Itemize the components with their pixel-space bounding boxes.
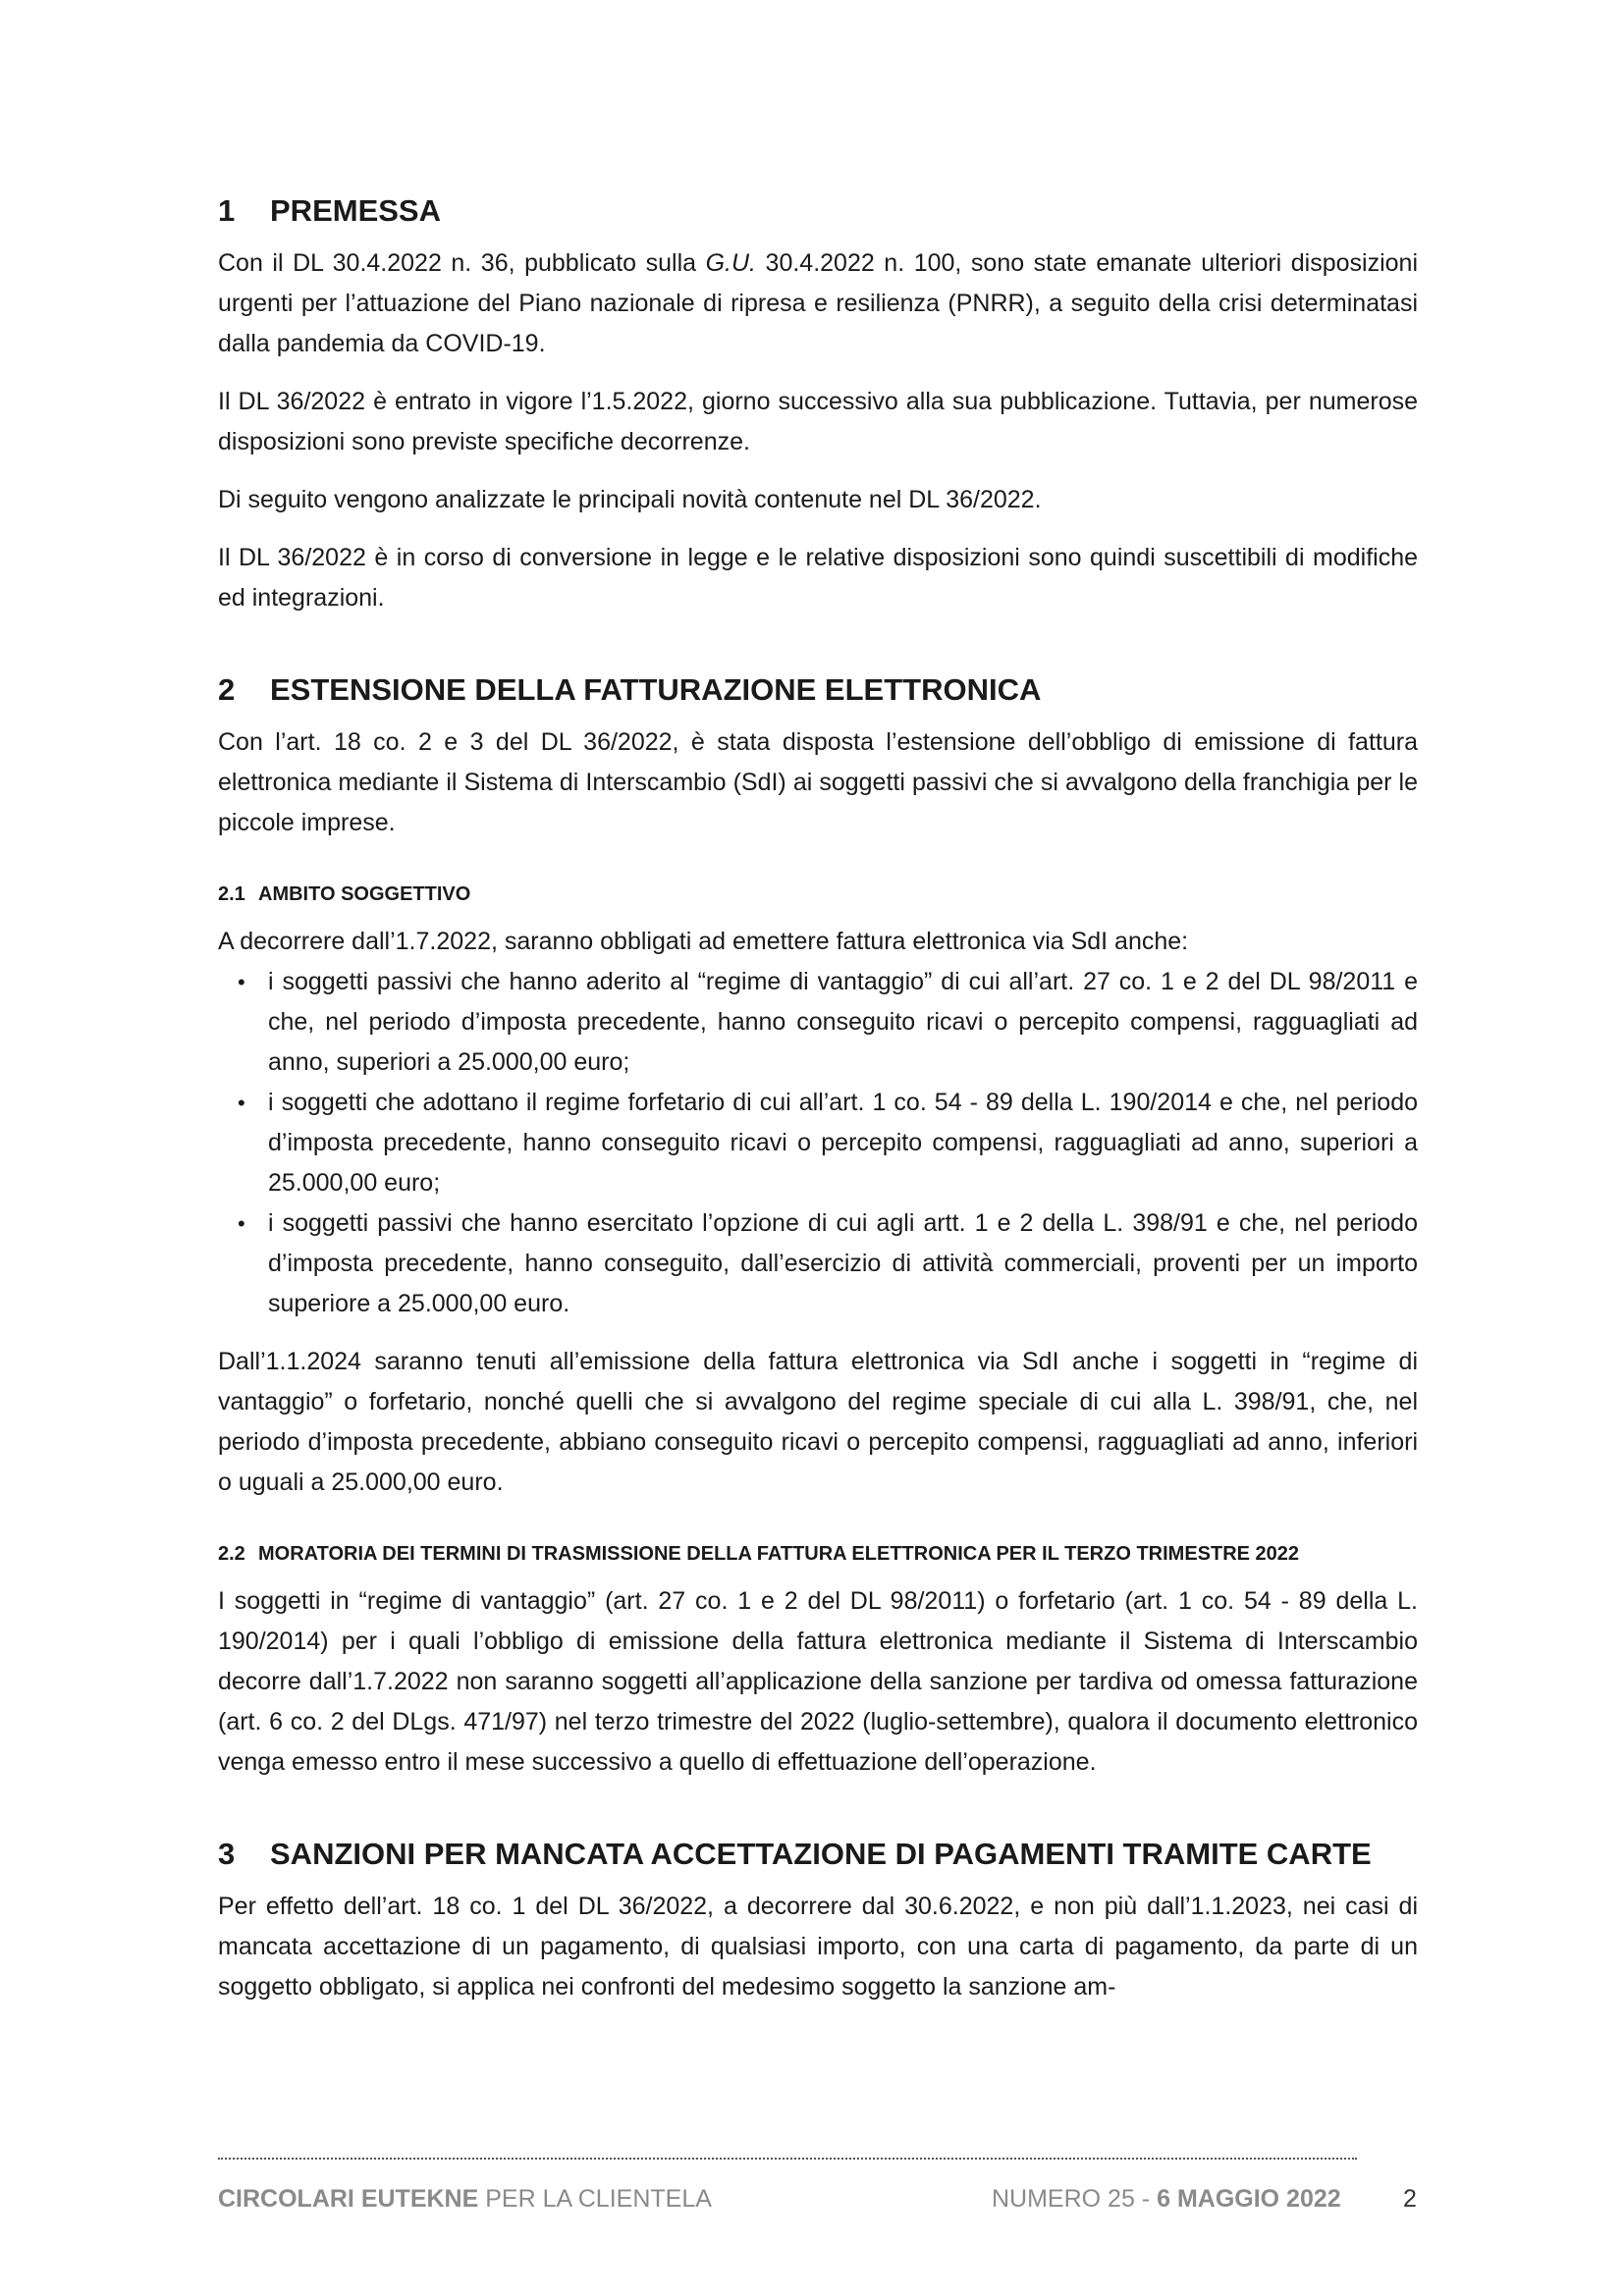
paragraph: I soggetti in “regime di vantaggio” (art. 27 co. 1 e 2 del DL 98/2011) o forfetario (art. 1 co. 54 - 89 della L. 190/2014) per i quali l’obbligo di emissione della fattura elettronica mediante il Sistema di Interscambio decorre dall’1.7.2022 non saranno soggetti all’applicazione della sanzione per tardiva od omessa fatturazione (art. 6 co. 2 del DLgs. 471/97) nel terzo trimestre del 2022 (luglio-settembre), qualora il documento elettronico venga emesso entro il mese successivo a quello di effettuazione dell’operazione.	[218, 1587, 1418, 1776]
subsection-title: MORATORIA DEI TERMINI DI TRASMISSIONE DELLA FATTURA ELETTRONICA PER IL TERZO TRIMESTRE 2022	[258, 1543, 1300, 1565]
section-title: PREMESSA	[270, 193, 441, 228]
subsection-2-1-heading	[218, 882, 1418, 906]
section-1-heading	[218, 192, 1418, 230]
paragraph: Il DL 36/2022 è in corso di conversione in legge e le relative disposizioni sono quindi suscettibili di modifiche ed integrazioni.	[218, 544, 1418, 612]
page-number: 2	[1403, 2185, 1417, 2213]
list-item: • i soggetti che adottano il regime forfetario di cui all’art. 1 co. 54 - 89 della L. 190/2014 e che, nel periodo d’imposta precedente, hanno conseguito ricavi o percepito compensi, ragguagliati ad anno, superiori a 25.000,00 euro;	[218, 1083, 1418, 1203]
section-title: ESTENSIONE DELLA FATTURAZIONE ELETTRONICA	[270, 672, 1042, 707]
section-number: 1	[218, 193, 236, 228]
section-2-heading	[218, 671, 1418, 709]
paragraph: Di seguito vengono analizzate le principali novità contenute nel DL 36/2022.	[218, 486, 1042, 513]
paragraph: Il DL 36/2022 è entrato in vigore l’1.5.2022, giorno successivo alla sua pubblicazione. Tuttavia, per numerose disposizioni sono previste specifiche decorrenze.	[218, 388, 1418, 455]
paragraph: Con il DL 30.4.2022 n. 36, pubblicato sulla G.U. 30.4.2022 n. 100, sono state emanate ulteriori disposizioni urgenti per l’attuazione del Piano nazionale di ripresa e resilienza (PNRR), a seguito della crisi determinatasi dalla pandemia da COVID-19.	[218, 249, 1419, 357]
section-number: 2	[218, 672, 236, 707]
paragraph: Dall’1.1.2024 saranno tenuti all’emissione della fattura elettronica via SdI anche i soggetti in “regime di vantaggio” o forfetario, nonché quelli che si avvalgono del regime speciale di cui alla L. 398/91, che, nel periodo d’imposta precedente, abbiano conseguito ricavi o percepito compensi, ragguagliati ad anno, inferiori o uguali a 25.000,00 euro.	[218, 1348, 1418, 1496]
footer-divider	[218, 2158, 1357, 2160]
list-item: • i soggetti passivi che hanno esercitato l’opzione di cui agli artt. 1 e 2 della L. 398/91 e che, nel periodo d’imposta precedente, hanno conseguito, dall’esercizio di attività commerciali, proventi per un importo superiore a 25.000,00 euro.	[218, 1203, 1418, 1324]
subsection-number: 2.1	[218, 883, 245, 905]
footer-brand: CIRCOLARI EUTEKNE PER LA CLIENTELA	[218, 2185, 712, 2213]
footer-issue: NUMERO 25 - 6 MAGGIO 2022	[992, 2185, 1341, 2213]
section-3-heading	[218, 1836, 1418, 1873]
paragraph: Per effetto dell’art. 18 co. 1 del DL 36/2022, a decorrere dal 30.6.2022, e non più dall’1.1.2023, nei casi di mancata accettazione di un pagamento, di qualsiasi importo, con una carta di pagamento, da parte di un soggetto obbligato, si applica nei confronti del medesimo soggetto la sanzione am-	[218, 1893, 1418, 2001]
section-number: 3	[218, 1837, 236, 1871]
document-body	[218, 192, 1418, 2025]
paragraph: Con l’art. 18 co. 2 e 3 del DL 36/2022, è stata disposta l’estensione dell’obbligo di emissione di fattura elettronica mediante il Sistema di Interscambio (SdI) ai soggetti passivi che si avvalgono della franchigia per le piccole imprese.	[218, 728, 1418, 836]
subsection-2-2-heading	[218, 1542, 1418, 1566]
bullet-list	[218, 962, 1418, 1324]
section-title: SANZIONI PER MANCATA ACCETTAZIONE DI PAGAMENTI TRAMITE CARTE	[270, 1837, 1372, 1871]
bullet-icon: •	[238, 1091, 245, 1115]
list-item: • i soggetti passivi che hanno aderito al “regime di vantaggio” di cui all’art. 27 co. 1 e 2 del DL 98/2011 e che, nel periodo d’imposta precedente, hanno conseguito ricavi o percepito compensi, ragguagliati ad anno, superiori a 25.000,00 euro;	[218, 962, 1418, 1083]
subsection-number: 2.2	[218, 1543, 245, 1565]
bullet-icon: •	[238, 1211, 245, 1236]
paragraph: A decorrere dall’1.7.2022, saranno obbligati ad emettere fattura elettronica via SdI anche:	[218, 928, 1189, 955]
subsection-title: AMBITO SOGGETTIVO	[258, 883, 471, 905]
bullet-icon: •	[238, 970, 245, 994]
